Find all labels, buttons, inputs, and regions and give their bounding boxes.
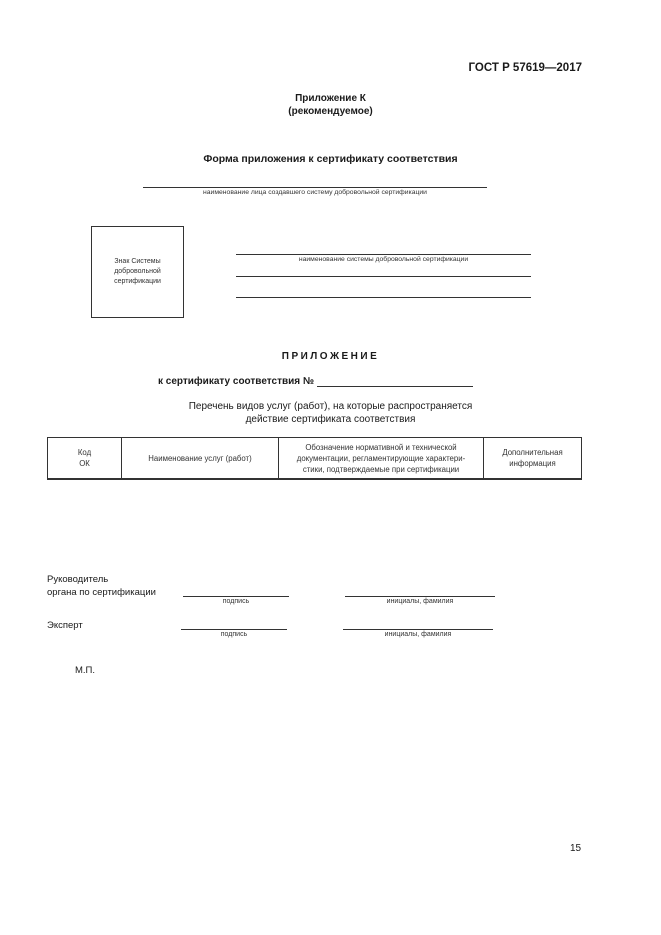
expert-name-caption: инициалы, фамилия — [384, 631, 452, 638]
logo-box-line: добровольной — [114, 268, 161, 275]
page-number: 15 — [570, 843, 582, 854]
column-header-service-name: Наименование услуг (работ) — [122, 438, 279, 480]
expert-label: Эксперт — [47, 620, 83, 631]
head-signature-line — [183, 596, 289, 597]
head-name-line — [345, 596, 495, 597]
logo-box-line: Знак Системы — [114, 258, 161, 265]
system-name-line-3 — [236, 297, 531, 298]
appendix-spaced-title: ПРИЛОЖЕНИЕ — [281, 351, 380, 362]
org-name-line — [143, 187, 487, 188]
appendix-subtitle: (рекомендуемое) — [288, 106, 373, 117]
org-name-caption: наименование лица создавшего систему добровольной сертификации — [203, 189, 427, 196]
expert-signature-line — [181, 629, 287, 630]
certification-mark-box — [91, 226, 184, 318]
services-list-title — [0, 400, 661, 426]
head-signature-caption: подпись — [222, 598, 250, 605]
appendix-title: Приложение К — [295, 93, 366, 104]
seal-placeholder: М.П. — [75, 665, 96, 676]
system-name-caption: наименование системы добровольной сертификации — [298, 256, 469, 263]
column-header-additional-info: Дополнительная информация — [484, 438, 582, 480]
services-list-title-line: Перечень видов услуг (работ), на которые распространяется — [188, 401, 473, 412]
standard-number: ГОСТ Р 57619—2017 — [468, 62, 582, 74]
system-name-line-2 — [236, 276, 531, 277]
form-title: Форма приложения к сертификату соответствия — [203, 153, 458, 165]
head-of-certification-body-label: Руководитель органа по сертификации — [47, 574, 156, 598]
certificate-number-label: к сертификату соответствия № — [158, 376, 315, 387]
logo-box-line: сертификации — [114, 278, 161, 285]
head-name-caption: инициалы, фамилия — [386, 598, 454, 605]
expert-signature-caption: подпись — [220, 631, 248, 638]
expert-name-line — [343, 629, 493, 630]
system-name-line — [236, 254, 531, 255]
table-header-row — [48, 438, 582, 480]
appendix-heading — [0, 92, 661, 118]
certificate-number-line — [317, 386, 473, 387]
services-table — [47, 437, 582, 480]
column-header-code: Код ОК — [48, 438, 122, 480]
column-header-documentation: Обозначение нормативной и технической документации, регламентирующие характери- стики, подтверждаемые при сертификации — [279, 438, 484, 480]
services-list-title-line: действие сертификата соответствия — [245, 414, 416, 425]
